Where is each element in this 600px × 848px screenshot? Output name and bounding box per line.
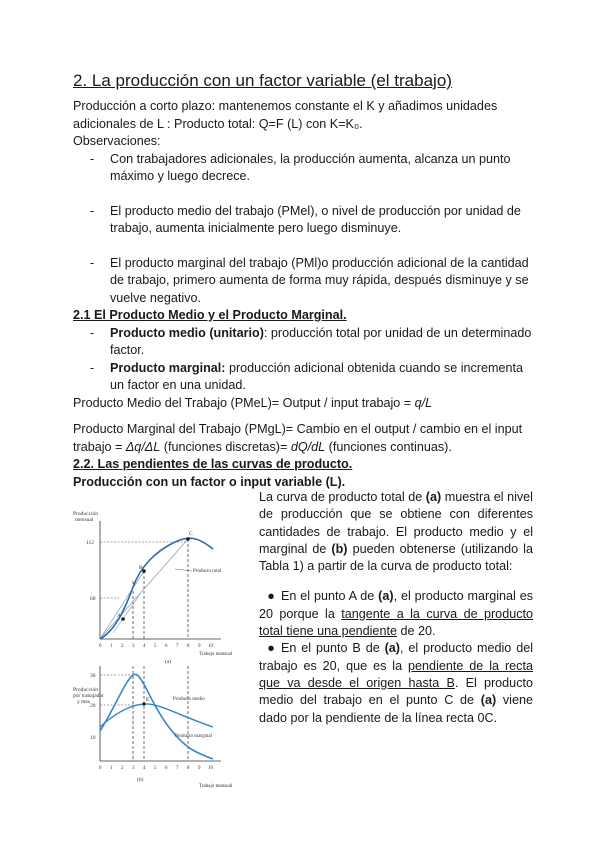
bottom-ylabel-1: Producción — [73, 687, 99, 693]
bottom-ytick-10: 10 — [90, 735, 96, 741]
dash-marker: - — [90, 255, 95, 270]
svg-text:9: 9 — [198, 644, 201, 649]
observations-label: Observaciones: — [73, 134, 161, 148]
pmgl-definition: Producto Marginal del Trabajo (PMgL)= Cambio en el output / cambio en el input trabajo = Δq/ΔL (funciones discretas)= dQ/dL (funciones continuas). — [73, 422, 523, 454]
explanation-paragraph: La curva de producto total de (a) muestra el nivel de producción que se obtiene con diferentes cantidades de trabajo. El producto medio y el marginal de (b) pueden obtenerse (utilizando la Tabla 1) a partir de la curva de producto total: — [259, 490, 533, 574]
section-2-1-heading: 2.1 El Producto Medio y el Producto Marginal. — [73, 308, 347, 322]
bottom-panel-label: (b) — [137, 777, 144, 783]
svg-text:2: 2 — [121, 766, 124, 771]
top-xlabel: Trabajo mensual — [199, 652, 233, 657]
observations-list — [73, 151, 533, 308]
average-product-label: Producto medio — [173, 697, 205, 702]
page-title: 2. La producción con un factor variable (el trabajo) — [73, 71, 452, 90]
svg-text:8: 8 — [187, 766, 190, 771]
svg-text:3: 3 — [132, 766, 135, 771]
bullet-dot: ● — [267, 641, 275, 656]
top-ylabel-2: mensual — [75, 517, 94, 523]
observation-item: - El producto medio del trabajo (PMel), o nivel de producción por unidad de trabajo, aumenta inicialmente pero luego disminuye. — [90, 203, 521, 235]
top-ytick-112: 112 — [86, 540, 95, 546]
svg-text:5: 5 — [154, 644, 157, 649]
top-panel-label: (a) — [165, 659, 172, 665]
svg-text:10: 10 — [208, 644, 213, 649]
bottom-panel — [73, 666, 233, 789]
top-ytick-60: 60 — [90, 596, 96, 602]
svg-text:3: 3 — [132, 644, 135, 649]
top-x-ticks — [99, 644, 214, 649]
bottom-ytick-20: 20 — [90, 703, 96, 709]
dash-marker: - — [90, 360, 95, 375]
svg-text:1: 1 — [110, 644, 113, 649]
top-panel — [73, 511, 233, 665]
svg-text:5: 5 — [154, 766, 157, 771]
top-ylabel-1: Producción — [73, 511, 99, 517]
dash-marker: - — [90, 203, 95, 218]
observation-item: - Con trabajadores adicionales, la producción aumenta, alcanza un punto máximo y luego decrece. — [90, 151, 511, 183]
svg-text:10: 10 — [208, 766, 213, 771]
point-C — [186, 537, 190, 541]
svg-text:1: 1 — [110, 766, 113, 771]
point-A-label: A — [117, 613, 121, 619]
svg-text:7: 7 — [176, 766, 179, 771]
total-product-label: Producto total — [193, 569, 222, 574]
spacer — [73, 186, 533, 203]
point-E-label: E — [146, 697, 150, 703]
definition-item: - Producto marginal: producción adicional obtenida cuando se incrementa un factor en una unidad. — [90, 360, 524, 392]
bottom-xlabel: Trabajo mensual — [199, 784, 233, 789]
point-C-label: C — [189, 531, 193, 537]
total-product-leader — [175, 569, 192, 571]
bottom-ytick-30: 30 — [90, 673, 96, 679]
intro-line-1: Producción a corto plazo: mantenemos constante el K y añadimos unidades — [73, 99, 498, 113]
bottom-ylabel-2: por trabajador — [73, 693, 104, 699]
total-product-curve — [100, 538, 213, 639]
section-2-2-subheading: Producción con un factor o input variable (L). — [73, 474, 346, 489]
point-A — [121, 617, 125, 621]
intro-line-2: adicionales de L : Producto total: Q=F (L) con K=K₀. — [73, 116, 363, 131]
svg-text:6: 6 — [165, 644, 168, 649]
explanation-bullet-B: ● En el punto B de (a), el producto medio del trabajo es 20, que es la pendiente de la recta que va desde el origen hasta B. El producto medio del trabajo en el punto C de (a) viene dado por la pendiente de la línea recta 0C. — [259, 641, 534, 725]
figure-explanation — [259, 489, 533, 727]
bottom-ylabel-3: y mes — [77, 699, 90, 705]
point-B-label: B — [139, 565, 143, 571]
dash-marker: - — [90, 151, 95, 166]
spacer — [73, 238, 533, 255]
svg-text:8: 8 — [187, 644, 190, 649]
bottom-x-ticks — [99, 766, 214, 771]
svg-text:0: 0 — [99, 766, 102, 771]
section-2-2-heading: 2.2. Las pendientes de las curvas de producto. — [73, 457, 353, 471]
definitions-list — [73, 325, 533, 395]
document-page — [73, 70, 533, 791]
ray-0B — [100, 571, 144, 639]
svg-text:2: 2 — [121, 644, 124, 649]
bullet-dot: ● — [267, 589, 275, 604]
definition-item: - Producto medio (unitario): producción total por unidad de un determinado factor. — [90, 325, 532, 357]
dash-marker: - — [90, 325, 95, 340]
svg-text:4: 4 — [143, 644, 146, 649]
observation-item: - El producto marginal del trabajo (PMl)o producción adicional de la cantidad de trabajo, primero aumenta de forma muy rápida, después disminuye y se vuelve negativo. — [90, 255, 529, 305]
svg-text:7: 7 — [176, 644, 179, 649]
svg-text:9: 9 — [198, 766, 201, 771]
point-B — [142, 569, 146, 573]
marginal-product-label: Producto marginal — [175, 734, 212, 739]
svg-text:0: 0 — [99, 644, 102, 649]
figure-and-text — [73, 491, 533, 791]
production-curves-figure — [73, 491, 253, 791]
svg-text:6: 6 — [165, 766, 168, 771]
explanation-bullet-A: ● En el punto A de (a), el producto marginal es 20 porque la tangente a la curva de producto total tiene una pendiente de 20. — [259, 589, 534, 639]
pmel-definition: Producto Medio del Trabajo (PMeL)= Output / input trabajo = q/L — [73, 395, 433, 410]
svg-text:4: 4 — [143, 766, 146, 771]
marginal-product-curve — [100, 674, 213, 759]
